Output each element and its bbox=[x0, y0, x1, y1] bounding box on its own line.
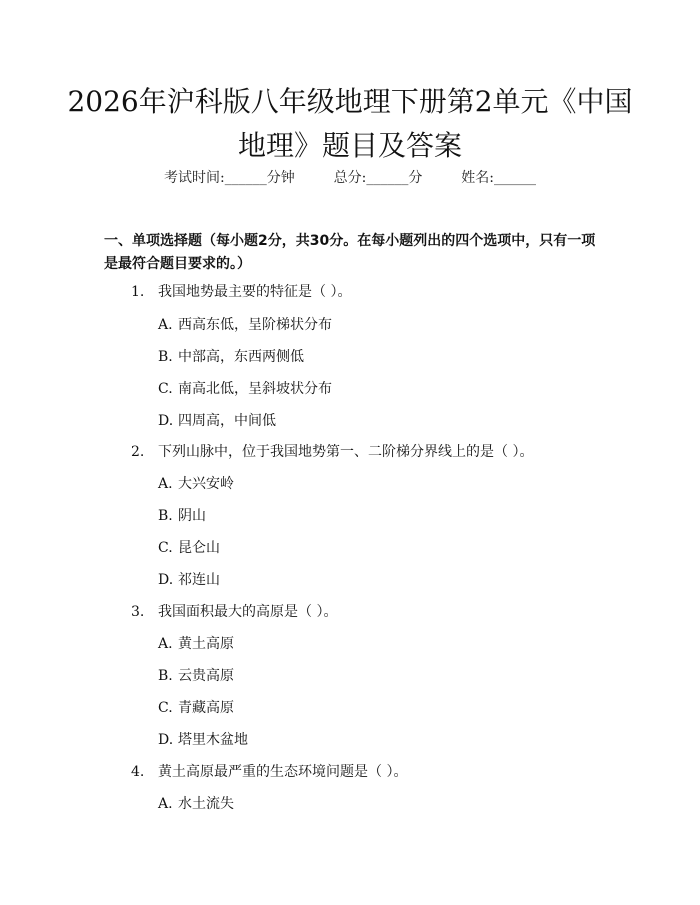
time-label: 考试时间: bbox=[164, 170, 225, 186]
option-text: 云贵高原 bbox=[178, 668, 234, 684]
question-number: 1. bbox=[131, 284, 145, 300]
time-blank: ______ bbox=[224, 170, 267, 186]
option-letter: D. bbox=[158, 413, 174, 429]
option-text: 阴山 bbox=[178, 508, 206, 524]
option-letter: A. bbox=[158, 476, 173, 492]
section-heading: 一、单项选择题（每小题2分，共30分。在每小题列出的四个选项中，只有一项是最符合题目要求的。） bbox=[104, 233, 596, 272]
option-2d bbox=[158, 569, 220, 589]
option-2b bbox=[158, 505, 206, 525]
option-text: 塔里木盆地 bbox=[178, 732, 248, 748]
document-title: 2026年沪科版八年级地理下册第2单元《中国地理》题目及答案 bbox=[67, 85, 633, 162]
option-text: 水土流失 bbox=[178, 796, 234, 812]
option-text: 黄土高原 bbox=[178, 636, 234, 652]
option-letter: C. bbox=[158, 381, 173, 397]
question-text: 下列山脉中，位于我国地势第一、二阶梯分界线上的是（ ）。 bbox=[158, 444, 534, 460]
question-text: 我国面积最大的高原是（ ）。 bbox=[158, 604, 338, 620]
name-label: 姓名: bbox=[461, 170, 494, 186]
option-3d bbox=[158, 729, 248, 749]
option-letter: A. bbox=[158, 636, 173, 652]
question-4 bbox=[131, 761, 407, 781]
option-1b bbox=[158, 346, 304, 366]
option-1d bbox=[158, 410, 276, 430]
option-3b bbox=[158, 665, 234, 685]
time-unit: 分钟 bbox=[266, 170, 295, 186]
question-1 bbox=[131, 281, 351, 301]
score-blank: ______ bbox=[366, 170, 409, 186]
option-text: 中部高，东西两侧低 bbox=[178, 349, 304, 365]
option-text: 四周高，中间低 bbox=[178, 413, 276, 429]
option-2a bbox=[158, 473, 234, 493]
option-2c bbox=[158, 537, 220, 557]
question-number: 4. bbox=[131, 764, 145, 780]
question-number: 2. bbox=[131, 444, 145, 460]
option-text: 青藏高原 bbox=[178, 700, 234, 716]
score-label: 总分: bbox=[333, 170, 367, 186]
option-letter: C. bbox=[158, 700, 173, 716]
question-3 bbox=[131, 601, 337, 621]
question-2 bbox=[131, 441, 533, 461]
option-letter: A. bbox=[158, 317, 173, 333]
option-text: 祁连山 bbox=[178, 572, 220, 588]
question-text: 黄土高原最严重的生态环境问题是（ ）。 bbox=[158, 764, 408, 780]
option-letter: D. bbox=[158, 572, 174, 588]
option-text: 南高北低，呈斜坡状分布 bbox=[178, 381, 332, 397]
option-text: 昆仑山 bbox=[178, 540, 220, 556]
option-3a bbox=[158, 633, 234, 653]
option-letter: B. bbox=[158, 668, 173, 684]
option-text: 西高东低，呈阶梯状分布 bbox=[178, 317, 332, 333]
option-3c bbox=[158, 697, 234, 717]
option-letter: B. bbox=[158, 349, 173, 365]
option-1a bbox=[158, 314, 332, 334]
option-text: 大兴安岭 bbox=[178, 476, 234, 492]
option-letter: B. bbox=[158, 508, 173, 524]
question-text: 我国地势最主要的特征是（ ）。 bbox=[158, 284, 352, 300]
option-letter: D. bbox=[158, 732, 174, 748]
option-letter: C. bbox=[158, 540, 173, 556]
option-1c bbox=[158, 378, 332, 398]
question-number: 3. bbox=[131, 604, 145, 620]
score-unit: 分 bbox=[408, 170, 423, 186]
name-blank: ______ bbox=[493, 170, 536, 186]
exam-info-line bbox=[0, 167, 700, 187]
option-4a bbox=[158, 793, 234, 813]
option-letter: A. bbox=[158, 796, 173, 812]
